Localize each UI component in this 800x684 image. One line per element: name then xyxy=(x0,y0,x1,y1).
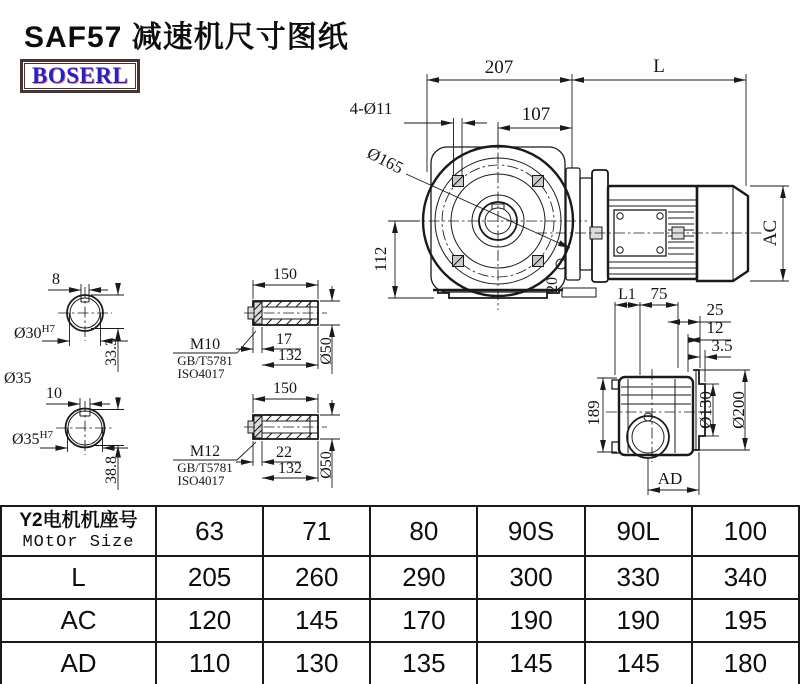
dimensions-side-view xyxy=(584,284,750,495)
cell-AC-71: 145 xyxy=(263,599,370,642)
cell-AC-80: 170 xyxy=(370,599,477,642)
motor-side-profile xyxy=(536,168,762,297)
row-label-AC: AC xyxy=(1,599,156,642)
motor-size-table xyxy=(0,505,800,684)
label-std-iso4017-2: ISO4017 xyxy=(177,473,225,488)
col-header-63: 63 xyxy=(156,506,263,556)
dim-depth-38-8: 38.8 xyxy=(103,456,120,484)
table-header-motor-size xyxy=(1,506,156,556)
brand-logo-text: BOSERL xyxy=(32,63,129,88)
shaft-section-2 xyxy=(12,385,128,490)
cell-AC-63: 120 xyxy=(156,599,263,642)
dim-L: L xyxy=(653,56,665,77)
cell-L-90s: 300 xyxy=(477,556,584,599)
dim-150-2: 150 xyxy=(273,380,297,397)
dimensions-top xyxy=(350,56,746,248)
dim-bolt-holes: 4-Ø11 xyxy=(349,99,393,118)
table-header-en: MOtOr Size xyxy=(22,532,135,552)
col-header-90l: 90L xyxy=(585,506,692,556)
shaft-detail-2 xyxy=(173,380,340,488)
row-label-L: L xyxy=(1,556,156,599)
table-row-AC xyxy=(1,599,799,642)
dim-107: 107 xyxy=(521,104,551,125)
cell-AC-90s: 190 xyxy=(477,599,584,642)
dim-112: 112 xyxy=(371,246,390,272)
cell-AD-71: 130 xyxy=(263,642,370,684)
shaft-detail-1 xyxy=(173,266,340,381)
dim-key-8: 8 xyxy=(52,271,60,288)
cell-AD-100: 180 xyxy=(692,642,799,684)
dim-12: 12 xyxy=(706,318,724,337)
dim-17: 17 xyxy=(276,331,292,348)
dim-bolt-circle: Ø165 xyxy=(364,143,407,178)
dim-dia-130: Ø130 xyxy=(696,391,715,429)
dim-AC: AC xyxy=(760,219,781,247)
dim-dia-200: Ø200 xyxy=(729,391,748,429)
label-std-gbt5781-2: GB/T5781 xyxy=(177,460,233,475)
table-row-AD xyxy=(1,642,799,684)
cell-L-100: 340 xyxy=(692,556,799,599)
cell-AC-100: 195 xyxy=(692,599,799,642)
label-dia-35: Ø35 xyxy=(4,370,32,387)
col-header-100: 100 xyxy=(692,506,799,556)
dim-132-2: 132 xyxy=(278,460,302,477)
shaft-section-1 xyxy=(14,271,128,372)
dim-207: 207 xyxy=(484,57,514,78)
label-screw-m12: M12 xyxy=(189,443,221,460)
cell-AD-63: 110 xyxy=(156,642,263,684)
cell-AD-80: 135 xyxy=(370,642,477,684)
cell-AC-90l: 190 xyxy=(585,599,692,642)
brand-logo xyxy=(20,59,140,93)
dim-AD: AD xyxy=(657,469,683,488)
dim-depth-33-3: 33.3 xyxy=(103,338,120,366)
dim-dia-50: Ø50 xyxy=(318,337,335,365)
dim-150: 150 xyxy=(273,266,297,283)
cell-L-71: 260 xyxy=(263,556,370,599)
dim-key-10: 10 xyxy=(46,385,62,402)
cell-L-80: 290 xyxy=(370,556,477,599)
fan-cover xyxy=(697,186,748,281)
label-std-gbt5781: GB/T5781 xyxy=(177,353,233,368)
dim-L1: L1 xyxy=(618,286,636,303)
cell-L-63: 205 xyxy=(156,556,263,599)
dim-20: 20 xyxy=(544,277,561,293)
dim-3-5: 3.5 xyxy=(711,336,733,355)
dim-75: 75 xyxy=(650,284,668,303)
row-label-AD: AD xyxy=(1,642,156,684)
label-screw-m10: M10 xyxy=(189,336,221,353)
cell-AD-90l: 145 xyxy=(585,642,692,684)
cell-L-90l: 330 xyxy=(585,556,692,599)
dim-132: 132 xyxy=(278,347,302,364)
col-header-71: 71 xyxy=(263,506,370,556)
label-std-iso4017: ISO4017 xyxy=(177,366,225,381)
col-header-80: 80 xyxy=(370,506,477,556)
dim-dia-50-2: Ø50 xyxy=(318,451,335,479)
dim-25: 25 xyxy=(706,300,724,319)
cell-AD-90s: 145 xyxy=(477,642,584,684)
dim-bore-35: $Ø35^{H7}$ xyxy=(12,429,54,448)
page-title: SAF57 减速机尺寸图纸 xyxy=(24,21,349,54)
table-header-cn: Y2电机机座号 xyxy=(19,510,138,532)
col-header-90s: 90S xyxy=(477,506,584,556)
table-row-L xyxy=(1,556,799,599)
dim-22: 22 xyxy=(276,444,292,461)
dim-bore-30: $Ø30^{H7}$ xyxy=(14,323,56,342)
dim-189: 189 xyxy=(584,400,603,426)
